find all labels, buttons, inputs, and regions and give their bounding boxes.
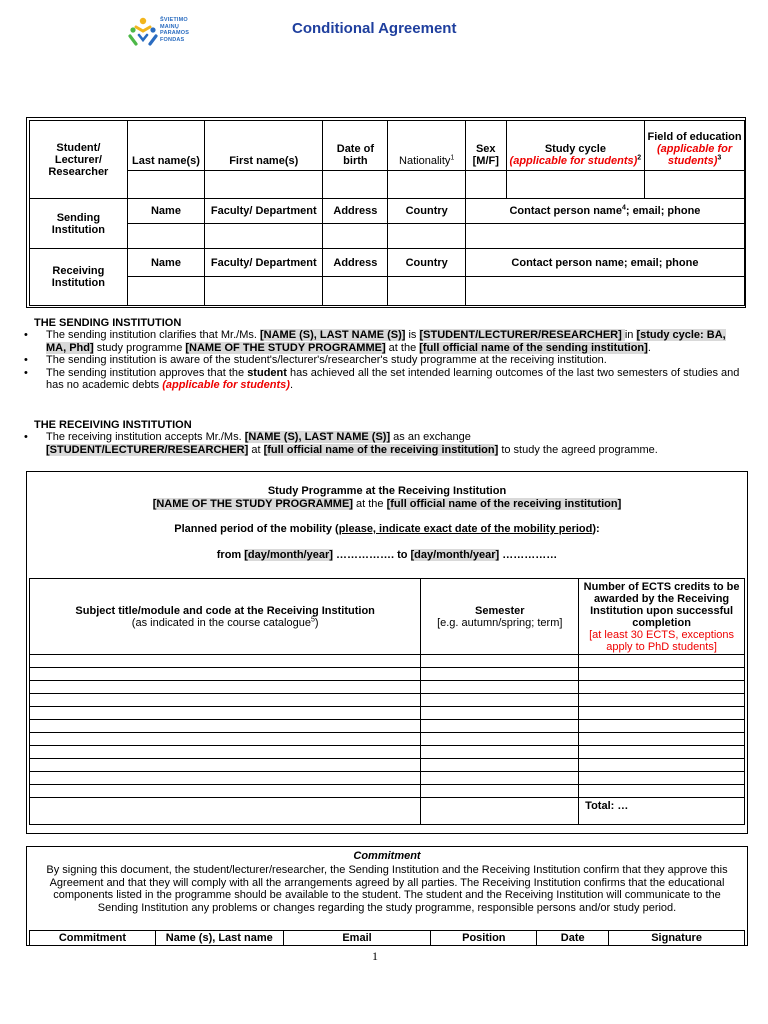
name-header: Name bbox=[127, 249, 204, 277]
signature-col: Position bbox=[431, 931, 537, 946]
field-label: Field of education bbox=[647, 131, 742, 143]
table-cell[interactable] bbox=[30, 681, 421, 694]
contact-header bbox=[465, 199, 744, 224]
list-item: • The sending institution clarifies that Mr./Ms. [NAME (S), LAST NAME (S)] is [STUDENT/LECTURER/RESEARCHER] in [study cycle: BA, MA, Phd] study programme [NAME OF THE STUDY PROGRAMME] at the [full official name of the sending institution]. bbox=[0, 329, 746, 354]
table-cell[interactable] bbox=[579, 707, 745, 720]
to-date[interactable]: [day/month/year] bbox=[410, 549, 500, 561]
field-header bbox=[645, 121, 745, 171]
mobility-dates: from [day/month/year] ……………. to [day/month/year] …………… bbox=[216, 549, 558, 561]
from-date[interactable]: [day/month/year] bbox=[244, 549, 333, 561]
list-item: • The receiving institution accepts Mr./Ms. [NAME (S), LAST NAME (S)] as an exchange [STUDENT/LECTURER/RESEARCHER] at [full official name of the receiving institution] to study the agreed programme. bbox=[0, 431, 746, 456]
ects-header bbox=[579, 579, 745, 655]
signature-table bbox=[29, 930, 745, 946]
logo bbox=[127, 16, 197, 48]
country-header: Country bbox=[388, 199, 465, 224]
table-cell[interactable] bbox=[30, 655, 421, 668]
table-cell[interactable] bbox=[421, 772, 579, 785]
table-cell[interactable] bbox=[421, 746, 579, 759]
logo-line: MAINŲ bbox=[160, 23, 180, 30]
address-header: Address bbox=[323, 249, 388, 277]
subject-header: Subject title/module and code at the Receiving Institution (as indicated in the course catalogue$^5$) bbox=[30, 579, 421, 655]
semester-header-title: Semester bbox=[474, 604, 525, 617]
footnote-ref: 2 bbox=[637, 154, 642, 162]
faculty-header: Faculty/ Department bbox=[205, 249, 323, 277]
contact-label-rest: ; email; phone bbox=[625, 205, 701, 217]
sending-label: Sending Institution bbox=[30, 199, 128, 249]
contact-header: Contact person name; email; phone bbox=[465, 249, 744, 277]
input-cell[interactable] bbox=[645, 171, 745, 199]
table-cell[interactable] bbox=[421, 707, 579, 720]
input-cell[interactable] bbox=[388, 171, 465, 199]
table-cell[interactable] bbox=[30, 798, 421, 825]
nationality-header bbox=[388, 121, 465, 171]
list-item: • The sending institution is aware of the student's/lecturer's/researcher's study programme at the receiving institution. bbox=[0, 354, 746, 367]
signature-col: Date bbox=[537, 931, 609, 946]
input-cell[interactable] bbox=[205, 224, 323, 249]
logo-line: PARAMOS bbox=[160, 30, 190, 37]
input-cell[interactable] bbox=[205, 171, 323, 199]
logo-line: ŠVIETIMO bbox=[160, 17, 188, 23]
table-cell[interactable] bbox=[579, 785, 745, 798]
receiving-title: THE RECEIVING INSTITUTION bbox=[34, 419, 192, 431]
input-cell[interactable] bbox=[323, 224, 388, 249]
input-cell[interactable] bbox=[323, 277, 388, 306]
field-applicable: (applicable for students) bbox=[656, 143, 733, 167]
input-cell[interactable] bbox=[388, 224, 465, 249]
semester-header-sub: [e.g. autumn/spring; term] bbox=[437, 616, 563, 629]
input-cell[interactable] bbox=[323, 171, 388, 199]
ects-header-sub: [at least 30 ECTS, exceptions apply to PhD students] bbox=[589, 628, 735, 653]
study-cycle-applicable: (applicable for students) bbox=[509, 155, 638, 167]
signature-col: Name (s), Last name bbox=[155, 931, 283, 946]
programme-name: [NAME OF THE STUDY PROGRAMME] bbox=[152, 498, 353, 510]
table-cell[interactable] bbox=[421, 694, 579, 707]
table-cell[interactable] bbox=[30, 785, 421, 798]
signature-col: Commitment bbox=[30, 931, 156, 946]
table-cell[interactable] bbox=[421, 655, 579, 668]
address-header: Address bbox=[323, 199, 388, 224]
table-cell[interactable] bbox=[30, 772, 421, 785]
table-cell[interactable] bbox=[421, 681, 579, 694]
table-cell[interactable] bbox=[421, 798, 579, 825]
first-names-header: First name(s) bbox=[205, 121, 323, 171]
table-cell[interactable] bbox=[421, 733, 579, 746]
footnote-ref: 1 bbox=[450, 154, 455, 162]
table-cell[interactable] bbox=[579, 759, 745, 772]
table-cell[interactable] bbox=[579, 720, 745, 733]
study-cycle-header bbox=[506, 121, 645, 171]
contact-label: Contact person name bbox=[509, 205, 622, 217]
table-cell[interactable] bbox=[579, 655, 745, 668]
input-cell[interactable] bbox=[465, 171, 506, 199]
student-label-cell bbox=[30, 121, 128, 199]
receiving-section bbox=[34, 419, 746, 456]
country-header: Country bbox=[388, 249, 465, 277]
table-cell[interactable] bbox=[579, 694, 745, 707]
ects-header-title: Number of ECTS credits to be awarded by the Receiving Institution upon successful completion bbox=[583, 580, 740, 629]
input-cell[interactable] bbox=[506, 171, 645, 199]
date-of-birth-header: Date of birth bbox=[323, 121, 388, 171]
programme-institution: [full official name of the receiving institution] bbox=[386, 498, 622, 510]
logo-line: FONDAS bbox=[160, 36, 185, 43]
table-cell[interactable] bbox=[30, 759, 421, 772]
sending-section bbox=[34, 317, 746, 392]
signature-col: Email bbox=[283, 931, 431, 946]
page-number: 1 bbox=[372, 949, 378, 963]
input-cell[interactable] bbox=[205, 277, 323, 306]
table-cell[interactable] bbox=[421, 759, 579, 772]
input-cell[interactable] bbox=[465, 277, 744, 306]
table-cell[interactable] bbox=[579, 746, 745, 759]
programme-frame bbox=[26, 471, 748, 834]
faculty-header: Faculty/ Department bbox=[205, 199, 323, 224]
last-names-header: Last name(s) bbox=[127, 121, 204, 171]
table-cell[interactable] bbox=[30, 733, 421, 746]
footnote-ref: 4 bbox=[621, 204, 626, 212]
table-cell[interactable] bbox=[30, 720, 421, 733]
table-cell[interactable] bbox=[30, 746, 421, 759]
table-cell[interactable] bbox=[579, 681, 745, 694]
table-cell[interactable] bbox=[579, 733, 745, 746]
sending-title: THE SENDING INSTITUTION bbox=[34, 317, 182, 329]
logo-figure-icon bbox=[127, 16, 159, 48]
name-header: Name bbox=[127, 199, 204, 224]
programme-header bbox=[27, 485, 747, 562]
footnote-ref: 3 bbox=[717, 154, 722, 162]
input-cell[interactable] bbox=[127, 224, 204, 249]
table-cell[interactable] bbox=[579, 772, 745, 785]
table-cell[interactable] bbox=[579, 668, 745, 681]
page-title: Conditional Agreement bbox=[292, 20, 457, 37]
semester-header bbox=[421, 579, 579, 655]
mobility-period: Planned period of the mobility (please, indicate exact date of the mobility period): bbox=[174, 523, 600, 535]
nationality-label: Nationality bbox=[399, 155, 451, 167]
sex-header: Sex [M/F] bbox=[465, 121, 506, 171]
study-cycle-label: Study cycle bbox=[544, 143, 606, 155]
input-cell[interactable] bbox=[465, 224, 744, 249]
receiving-label: Receiving Institution bbox=[30, 249, 128, 306]
table-cell[interactable] bbox=[30, 694, 421, 707]
table-cell[interactable] bbox=[421, 668, 579, 681]
programme-at: at the bbox=[352, 498, 387, 510]
table-cell[interactable] bbox=[421, 720, 579, 733]
signature-col: Signature bbox=[609, 931, 745, 946]
list-item: • The sending institution approves that the student has achieved all the set intended learning outcomes of the last two semesters of studies and has no academic debts (applicable for students). bbox=[0, 367, 746, 392]
input-cell[interactable] bbox=[127, 171, 204, 199]
commitment-title: Commitment bbox=[353, 850, 421, 862]
total-cell: Total: … bbox=[579, 798, 745, 825]
table-cell[interactable] bbox=[30, 707, 421, 720]
programme-heading: Study Programme at the Receiving Institution bbox=[267, 485, 507, 497]
commitment-frame bbox=[26, 846, 748, 946]
input-cell[interactable] bbox=[127, 277, 204, 306]
subject-header-title: Subject title/module and code at the Receiving Institution bbox=[75, 604, 375, 617]
participant-table bbox=[29, 120, 745, 306]
subject-header-sub: (as indicated in the course catalogue bbox=[131, 616, 311, 629]
participant-table-frame bbox=[26, 117, 746, 308]
input-cell[interactable] bbox=[388, 277, 465, 306]
commitment-text: By signing this document, the student/lecturer/researcher, the Sending Institution and the Receiving Institution confirm that they approve this Agreement and that they will comply with all the arrangements agreed by all parties. The Receiving Institution confirms that the educational components listed in the programme should be available to the student. The student and the Receiving Institution will communicate to the Sending Institution any problems or changes regarding the study programme, responsible persons and/or study period. bbox=[46, 864, 728, 914]
footnote-ref: 5 bbox=[310, 615, 315, 623]
table-cell[interactable] bbox=[30, 668, 421, 681]
courses-table bbox=[29, 578, 745, 825]
student-label: Student/ Lecturer/ Researcher bbox=[48, 141, 109, 178]
table-cell[interactable] bbox=[421, 785, 579, 798]
